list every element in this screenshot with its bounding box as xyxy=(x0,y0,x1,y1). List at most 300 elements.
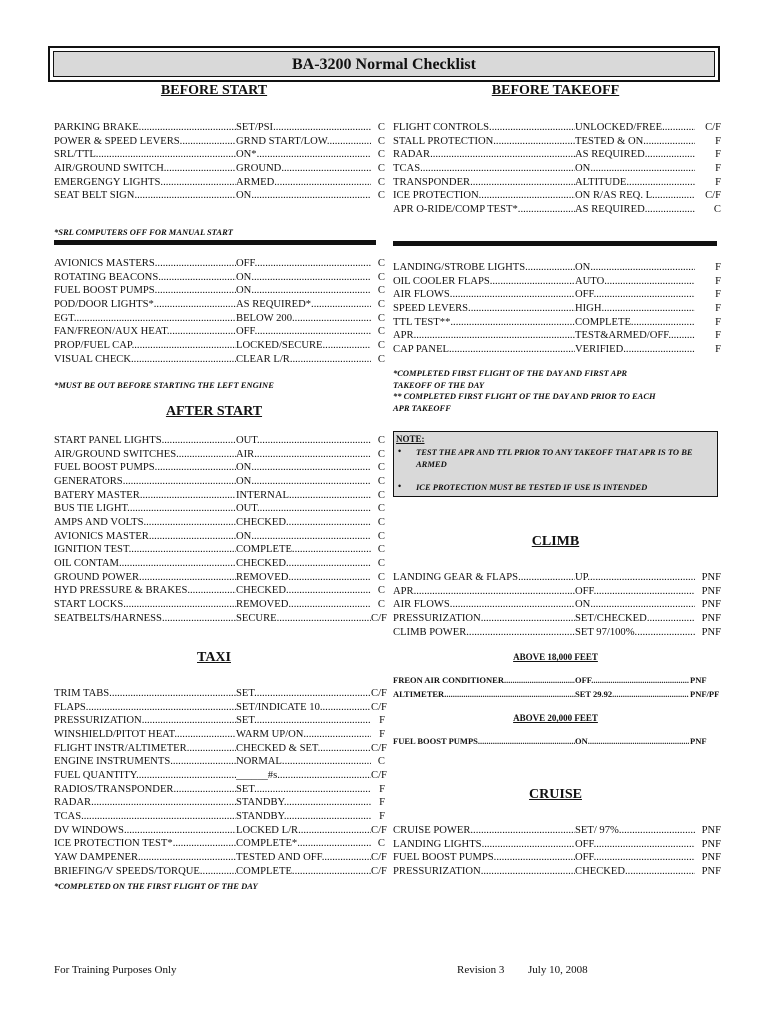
checklist-item: LANDING LIGHTS ..... xyxy=(393,838,575,852)
checklist-action: OFF ..... xyxy=(575,585,695,599)
checklist-row xyxy=(54,769,385,783)
checklist-item: TRIM TABS ..... xyxy=(54,687,236,701)
checklist-row xyxy=(393,121,721,135)
checklist-action: SET 29.92 ..... xyxy=(575,688,689,702)
checklist-action: LOCKED/SECURE ..... xyxy=(236,339,371,353)
checklist-action: SET 97/100% ..... xyxy=(575,626,695,640)
checklist-row xyxy=(54,135,385,149)
checklist-responsible: PNF/PF xyxy=(690,688,720,699)
checklist-responsible: F xyxy=(715,149,721,161)
checklist-item: APR ..... xyxy=(393,329,575,343)
checklist-row xyxy=(393,674,726,688)
checklist-action: COMPLETE ..... xyxy=(236,865,371,879)
checklist-row xyxy=(54,339,385,353)
checklist-action: OFF ..... xyxy=(575,838,695,852)
checklist-responsible: C/F xyxy=(371,688,387,699)
checklist-item: ENGINE INSTRUMENTS ..... xyxy=(54,755,236,769)
checklist-item: PRESSURIZATION ..... xyxy=(393,612,575,626)
checklist-item: APR ..... xyxy=(393,585,575,599)
note-label: NOTE: xyxy=(396,434,425,444)
divider-bar-left xyxy=(54,240,376,245)
checklist-responsible: F xyxy=(715,262,721,273)
checklist-responsible: PNF xyxy=(690,675,707,685)
checklist-row xyxy=(54,461,385,475)
checklist-item: PRESSURIZATION ..... xyxy=(393,865,575,879)
checklist-action: COMPLETE ..... xyxy=(575,316,695,330)
checklist-row xyxy=(54,176,385,190)
checklist-responsible: PNF xyxy=(701,599,721,611)
checklist-action: LOCKED L/R ..... xyxy=(236,824,371,838)
cruise-list xyxy=(393,824,721,879)
before-start-list-1 xyxy=(54,121,385,203)
checklist-responsible: PNF xyxy=(701,838,721,850)
checklist-row xyxy=(393,865,721,879)
checklist-action: CHECKED ..... xyxy=(236,557,371,571)
footer-training-note: For Training Purposes Only xyxy=(54,964,177,976)
checklist-responsible: C xyxy=(377,122,385,133)
checklist-row xyxy=(393,288,721,302)
checklist-responsible: C xyxy=(377,585,385,597)
checklist-responsible: C xyxy=(377,162,385,174)
checklist-item: START PANEL LIGHTS ..... xyxy=(54,434,236,448)
checklist-action: OFF ..... xyxy=(575,288,695,302)
checklist-item: SPEED LEVERS ..... xyxy=(393,302,575,316)
checklist-action: GROUND ..... xyxy=(236,162,371,176)
checklist-responsible: C xyxy=(377,312,385,324)
checklist-responsible: C xyxy=(377,353,385,365)
checklist-row xyxy=(54,298,385,312)
checklist-action: OUT ..... xyxy=(236,434,371,448)
checklist-action: OFF ..... xyxy=(236,257,371,271)
checklist-responsible: C/F xyxy=(371,742,387,754)
heading-before-takeoff: BEFORE TAKEOFF xyxy=(491,83,620,98)
checklist-item: BRIEFING/V SPEEDS/TORQUE ..... xyxy=(54,865,236,879)
checklist-action: SET ..... xyxy=(236,783,371,797)
checklist-row xyxy=(54,584,385,598)
checklist-item: RADAR ..... xyxy=(54,796,236,810)
checklist-responsible: F xyxy=(379,783,385,795)
checklist-item: AVIONICS MASTERS ..... xyxy=(54,257,236,271)
checklist-action: SET ..... xyxy=(236,714,371,728)
checklist-responsible: C xyxy=(377,516,385,528)
checklist-item: HYD PRESSURE & BRAKES ..... xyxy=(54,584,236,598)
checklist-row xyxy=(54,612,385,626)
checklist-row xyxy=(393,838,721,852)
checklist-row xyxy=(54,121,385,135)
apr-note-line-1: *COMPLETED FIRST FLIGHT OF THE DAY AND FIRST APR xyxy=(393,368,628,378)
checklist-item: OIL COOLER FLAPS ..... xyxy=(393,275,575,289)
checklist-action: ______#s ..... xyxy=(236,769,371,783)
checklist-action: AS REQUIRED* ..... xyxy=(236,298,371,312)
checklist-action: STANDBY ..... xyxy=(236,810,371,824)
checklist-responsible: C xyxy=(377,462,385,474)
checklist-row xyxy=(393,189,721,203)
checklist-item: STALL PROTECTION ..... xyxy=(393,135,575,149)
checklist-row xyxy=(393,688,726,702)
checklist-row xyxy=(54,312,385,326)
checklist-row xyxy=(54,162,385,176)
checklist-responsible: C xyxy=(377,271,385,283)
checklist-row xyxy=(54,837,385,851)
checklist-item: SEAT BELT SIGN ..... xyxy=(54,189,236,203)
checklist-action: ON ..... xyxy=(236,284,371,298)
checklist-action: WARM UP/ON ..... xyxy=(236,728,371,742)
checklist-row xyxy=(54,516,385,530)
checklist-item: GROUND POWER ..... xyxy=(54,571,236,585)
checklist-responsible: F xyxy=(715,330,721,342)
heading-taxi: TAXI xyxy=(197,650,231,665)
bullet-icon: • xyxy=(398,481,402,491)
climb-list xyxy=(393,571,721,639)
checklist-responsible: C xyxy=(713,203,721,215)
checklist-action: TESTED & ON ..... xyxy=(575,135,695,149)
checklist-row xyxy=(54,543,385,557)
checklist-item: START LOCKS ..... xyxy=(54,598,236,612)
checklist-row xyxy=(54,742,385,756)
checklist-row xyxy=(54,824,385,838)
checklist-action: CHECKED ..... xyxy=(236,584,371,598)
checklist-row xyxy=(54,557,385,571)
checklist-responsible: F xyxy=(379,797,385,809)
before-takeoff-list-1 xyxy=(393,121,721,217)
checklist-action: STANDBY ..... xyxy=(236,796,371,810)
checklist-item: PROP/FUEL CAP ..... xyxy=(54,339,236,353)
apr-note-line-3: ** COMPLETED FIRST FLIGHT OF THE DAY AND PRIOR TO EACH xyxy=(393,391,656,401)
checklist-action: AS REQUIRED ..... xyxy=(575,148,695,162)
checklist-action: ON ..... xyxy=(236,271,371,285)
checklist-action: ON R/AS REQ. L ..... xyxy=(575,189,695,203)
checklist-item: POWER & SPEED LEVERS ..... xyxy=(54,135,236,149)
title-box xyxy=(48,46,720,82)
checklist-responsible: F xyxy=(715,275,721,287)
checklist-row xyxy=(393,735,726,749)
checklist-item: AIR/GROUND SWITCHES ..... xyxy=(54,448,236,462)
checklist-item: FUEL BOOST PUMPS ..... xyxy=(54,284,236,298)
checklist-item: ICE PROTECTION ..... xyxy=(393,189,575,203)
checklist-item: AIR FLOWS ..... xyxy=(393,598,575,612)
checklist-responsible: PNF xyxy=(701,852,721,864)
checklist-item: CAP PANEL ..... xyxy=(393,343,575,357)
checklist-responsible: C/F xyxy=(371,612,387,624)
checklist-row xyxy=(54,755,385,769)
checklist-row xyxy=(393,571,721,585)
checklist-item: TTL TEST** ..... xyxy=(393,316,575,330)
checklist-item: TRANSPONDER ..... xyxy=(393,176,575,190)
checklist-responsible: PNF xyxy=(701,825,721,836)
checklist-action: ON* ..... xyxy=(236,148,371,162)
checklist-action: ON ..... xyxy=(575,598,695,612)
checklist-row xyxy=(393,302,721,316)
note-bullet-1: TEST THE APR AND TTL PRIOR TO ANY TAKEOFF THAT APR IS TO BE ARMED xyxy=(416,447,693,469)
checklist-item: YAW DAMPENER ..... xyxy=(54,851,236,865)
checklist-action: SET/ 97% ..... xyxy=(575,824,695,838)
checklist-row xyxy=(393,329,721,343)
checklist-item: SEATBELTS/HARNESS ..... xyxy=(54,612,236,626)
checklist-item: VISUAL CHECK ..... xyxy=(54,353,236,367)
checklist-responsible: C/F xyxy=(371,865,387,877)
checklist-responsible: F xyxy=(715,343,721,355)
above-18000-list xyxy=(393,674,726,701)
checklist-responsible: F xyxy=(379,728,385,740)
checklist-action: SECURE ..... xyxy=(236,612,371,626)
checklist-responsible: C xyxy=(377,435,385,446)
checklist-item: ALTIMETER ..... xyxy=(393,688,575,702)
checklist-item: IGNITION TEST ..... xyxy=(54,543,236,557)
checklist-row xyxy=(54,475,385,489)
checklist-responsible: C xyxy=(377,176,385,188)
note-bullet-2: ICE PROTECTION MUST BE TESTED IF USE IS INTENDED xyxy=(416,482,648,492)
checklist-responsible: C xyxy=(377,149,385,161)
checklist-item: WINSHIELD/PITOT HEAT ..... xyxy=(54,728,236,742)
checklist-responsible: F xyxy=(715,176,721,188)
checklist-row xyxy=(393,162,721,176)
checklist-responsible: C xyxy=(377,448,385,460)
checklist-responsible: C/F xyxy=(371,851,387,863)
checklist-item: GENERATORS ..... xyxy=(54,475,236,489)
checklist-row xyxy=(393,612,721,626)
checklist-item: OIL CONTAM ..... xyxy=(54,557,236,571)
checklist-action: CHECKED & SET ..... xyxy=(236,742,371,756)
checklist-action: ON ..... xyxy=(575,162,695,176)
checklist-action: COMPLETE ..... xyxy=(236,543,371,557)
checklist-row xyxy=(54,502,385,516)
heading-cruise: CRUISE xyxy=(529,787,582,802)
checklist-action: REMOVED ..... xyxy=(236,571,371,585)
checklist-row xyxy=(393,203,721,217)
checklist-item: FAN/FREON/AUX HEAT ..... xyxy=(54,325,236,339)
apr-note xyxy=(393,368,718,414)
checklist-action: AS REQUIRED ..... xyxy=(575,203,695,217)
checklist-action: ON ..... xyxy=(575,261,695,275)
checklist-responsible: C xyxy=(377,298,385,310)
left-engine-note: *MUST BE OUT BEFORE STARTING THE LEFT ENGINE xyxy=(54,380,274,390)
checklist-action: CHECKED ..... xyxy=(575,865,695,879)
checklist-action: CHECKED ..... xyxy=(236,516,371,530)
after-start-list xyxy=(54,434,385,625)
checklist-item: ICE PROTECTION TEST* ..... xyxy=(54,837,236,851)
checklist-row xyxy=(54,284,385,298)
taxi-list xyxy=(54,687,385,878)
checklist-row xyxy=(54,714,385,728)
checklist-responsible: C xyxy=(377,503,385,515)
checklist-action: SET/INDICATE 10 ..... xyxy=(236,701,371,715)
checklist-action: BELOW 200 ..... xyxy=(236,312,371,326)
checklist-responsible: C xyxy=(377,530,385,542)
checklist-action: GRND START/LOW ..... xyxy=(236,135,371,149)
checklist-action: ON ..... xyxy=(236,461,371,475)
checklist-row xyxy=(54,489,385,503)
checklist-responsible: C xyxy=(377,135,385,147)
checklist-item: FUEL BOOST PUMPS ..... xyxy=(393,851,575,865)
checklist-responsible: C xyxy=(377,339,385,351)
checklist-action: ON ..... xyxy=(236,189,371,203)
checklist-row xyxy=(54,728,385,742)
checklist-item: AIR/GROUND SWITCH ..... xyxy=(54,162,236,176)
checklist-row xyxy=(393,275,721,289)
checklist-responsible: F xyxy=(715,162,721,174)
checklist-item: FLIGHT CONTROLS ..... xyxy=(393,121,575,135)
checklist-responsible: C xyxy=(377,598,385,610)
checklist-item: PARKING BRAKE ..... xyxy=(54,121,236,135)
checklist-responsible: C xyxy=(377,838,385,850)
checklist-responsible: F xyxy=(715,316,721,328)
checklist-row xyxy=(54,598,385,612)
checklist-action: SET ..... xyxy=(236,687,371,701)
checklist-responsible: C/F xyxy=(705,122,721,133)
checklist-item: LANDING GEAR & FLAPS ..... xyxy=(393,571,575,585)
checklist-item: PRESSURIZATION ..... xyxy=(54,714,236,728)
checklist-row xyxy=(54,865,385,879)
checklist-responsible: C xyxy=(377,489,385,501)
checklist-row xyxy=(54,353,385,367)
checklist-action: OFF ..... xyxy=(575,674,689,688)
checklist-responsible: C/F xyxy=(371,824,387,836)
checklist-row xyxy=(54,783,385,797)
checklist-action: ALTITUDE ..... xyxy=(575,176,695,190)
checklist-responsible: C xyxy=(377,285,385,297)
checklist-item: TCAS ..... xyxy=(54,810,236,824)
checklist-row xyxy=(393,316,721,330)
checklist-responsible: PNF xyxy=(701,865,721,877)
checklist-row xyxy=(54,189,385,203)
checklist-action: OFF ..... xyxy=(236,325,371,339)
checklist-row xyxy=(54,687,385,701)
checklist-row xyxy=(54,701,385,715)
checklist-action: ON ..... xyxy=(236,530,371,544)
checklist-item: DV WINDOWS ..... xyxy=(54,824,236,838)
checklist-item: AVIONICS MASTER ..... xyxy=(54,530,236,544)
checklist-responsible: PNF xyxy=(690,736,707,746)
checklist-row xyxy=(54,571,385,585)
checklist-item: ROTATING BEACONS ..... xyxy=(54,271,236,285)
checklist-row xyxy=(54,257,385,271)
checklist-responsible: C xyxy=(377,190,385,202)
checklist-action: TESTED AND OFF ..... xyxy=(236,851,371,865)
checklist-row xyxy=(54,448,385,462)
footer-revision: Revision 3 xyxy=(457,964,505,976)
checklist-responsible: F xyxy=(379,715,385,727)
checklist-action: INTERNAL ..... xyxy=(236,489,371,503)
checklist-item: FUEL BOOST PUMPS ..... xyxy=(393,735,575,749)
heading-before-start: BEFORE START xyxy=(160,83,268,98)
checklist-row xyxy=(54,271,385,285)
apr-note-line-4: APR TAKEOFF xyxy=(393,402,451,413)
above-20000-label: ABOVE 20,000 FEET xyxy=(513,713,598,723)
checklist-responsible: C xyxy=(377,475,385,487)
checklist-row xyxy=(393,176,721,190)
divider-bar-right xyxy=(393,241,717,246)
srl-note: *SRL COMPUTERS OFF FOR MANUAL START xyxy=(54,227,233,237)
checklist-action: SET/CHECKED ..... xyxy=(575,612,695,626)
checklist-row xyxy=(54,148,385,162)
checklist-action: OUT ..... xyxy=(236,502,371,516)
before-takeoff-list-2 xyxy=(393,261,721,357)
checklist-action: REMOVED ..... xyxy=(236,598,371,612)
checklist-row xyxy=(393,343,721,357)
checklist-action: NORMAL ..... xyxy=(236,755,371,769)
checklist-item: CRUISE POWER ..... xyxy=(393,824,575,838)
checklist-item: POD/DOOR LIGHTS* ..... xyxy=(54,298,236,312)
checklist-responsible: C xyxy=(377,258,385,269)
checklist-item: FUEL QUANTITY ..... xyxy=(54,769,236,783)
checklist-item: EMERGENGY LIGHTS ..... xyxy=(54,176,236,190)
above-18000-label: ABOVE 18,000 FEET xyxy=(513,652,598,662)
checklist-responsible: C xyxy=(377,544,385,556)
checklist-responsible: PNF xyxy=(701,572,721,583)
checklist-action: OFF ..... xyxy=(575,851,695,865)
checklist-row xyxy=(54,530,385,544)
taxi-note: *COMPLETED ON THE FIRST FLIGHT OF THE DAY xyxy=(54,881,258,891)
checklist-row xyxy=(393,585,721,599)
before-start-list-2 xyxy=(54,257,385,366)
checklist-responsible: C/F xyxy=(371,769,387,781)
checklist-action: UP ..... xyxy=(575,571,695,585)
checklist-responsible: C xyxy=(377,571,385,583)
checklist-item: EGT ..... xyxy=(54,312,236,326)
checklist-responsible: C/F xyxy=(705,190,721,202)
checklist-item: BUS TIE LIGHT ..... xyxy=(54,502,236,516)
checklist-action: TEST&ARMED/OFF ..... xyxy=(575,329,695,343)
checklist-action: HIGH ..... xyxy=(575,302,695,316)
heading-climb: CLIMB xyxy=(531,534,580,549)
checklist-action: ARMED ..... xyxy=(236,176,371,190)
checklist-responsible: C/F xyxy=(371,701,387,713)
checklist-action: VERIFIED ..... xyxy=(575,343,695,357)
checklist-row xyxy=(54,796,385,810)
checklist-item: RADIOS/TRANSPONDER ..... xyxy=(54,783,236,797)
checklist-row xyxy=(54,810,385,824)
checklist-item: CLIMB POWER ..... xyxy=(393,626,575,640)
checklist-item: FUEL BOOST PUMPS ..... xyxy=(54,461,236,475)
checklist-item: LANDING/STROBE LIGHTS ..... xyxy=(393,261,575,275)
checklist-responsible: C xyxy=(377,756,385,768)
checklist-responsible: PNF xyxy=(701,626,721,638)
apr-note-line-2: TAKEOFF OF THE DAY xyxy=(393,379,485,390)
bullet-icon: • xyxy=(398,446,402,456)
checklist-action: SET/PSI ..... xyxy=(236,121,371,135)
checklist-responsible: C xyxy=(377,326,385,338)
checklist-row xyxy=(54,434,385,448)
checklist-responsible: C xyxy=(377,557,385,569)
checklist-item: AMPS AND VOLTS ..... xyxy=(54,516,236,530)
checklist-item: FREON AIR CONDITIONER ..... xyxy=(393,674,575,688)
document-title: BA-3200 Normal Checklist xyxy=(53,51,715,77)
checklist-responsible: F xyxy=(379,810,385,822)
checklist-action: COMPLETE* ..... xyxy=(236,837,371,851)
note-box xyxy=(393,431,718,497)
checklist-responsible: PNF xyxy=(701,585,721,597)
above-20000-list xyxy=(393,735,726,749)
checklist-action: UNLOCKED/FREE ..... xyxy=(575,121,695,135)
heading-after-start: AFTER START xyxy=(165,404,263,419)
checklist-item: TCAS ..... xyxy=(393,162,575,176)
checklist-action: ON ..... xyxy=(575,735,689,749)
checklist-row xyxy=(393,851,721,865)
checklist-row xyxy=(393,148,721,162)
checklist-action: ON ..... xyxy=(236,475,371,489)
checklist-action: AUTO ..... xyxy=(575,275,695,289)
checklist-item: SRL/TTL ..... xyxy=(54,148,236,162)
checklist-row xyxy=(393,261,721,275)
footer-date: July 10, 2008 xyxy=(528,964,588,976)
checklist-responsible: PNF xyxy=(701,612,721,624)
checklist-responsible: F xyxy=(715,289,721,301)
checklist-responsible: F xyxy=(715,135,721,147)
checklist-row xyxy=(54,851,385,865)
checklist-row xyxy=(54,325,385,339)
checklist-row xyxy=(393,626,721,640)
checklist-item: FLAPS ..... xyxy=(54,701,236,715)
